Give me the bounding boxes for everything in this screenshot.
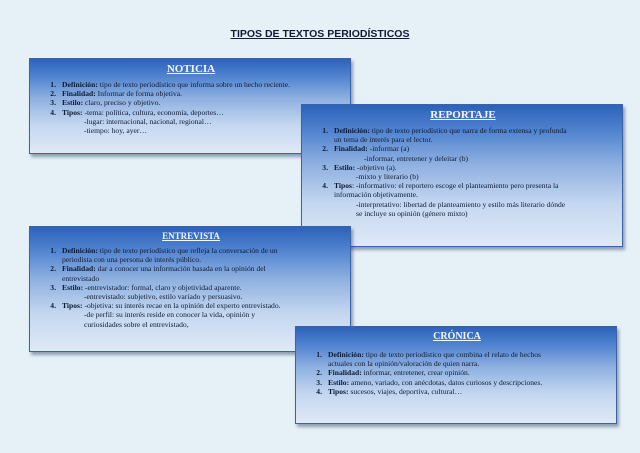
item-text: -objetivo (a). xyxy=(357,162,397,172)
item-label: Estilo: xyxy=(62,282,84,292)
item-label: Estilo: xyxy=(334,162,356,172)
item-text: -interpretativo: libertad de planteamiento y estilo más literario dónde xyxy=(356,199,566,209)
item-label: Finalidad: xyxy=(62,89,96,99)
item-text: periodista con una persona de interés público. xyxy=(62,255,201,265)
item-label: Definición: xyxy=(62,246,98,255)
item-text: -lugar: internacional, nacional, regional… xyxy=(84,116,212,126)
item-number: 1. xyxy=(50,80,56,89)
list-item xyxy=(40,108,342,136)
item-label: Finalidad: xyxy=(328,368,362,378)
item-text: -de perfil: su interés reside en conocer la vida, opinión y xyxy=(84,310,256,320)
card-title-entrevista: ENTREVISTA xyxy=(162,231,220,241)
item-label: Tipos: xyxy=(62,107,83,117)
item-text: : -informativo: el reportero escoge el planteamiento pero presenta la xyxy=(352,181,559,191)
item-number: 4. xyxy=(322,181,328,191)
item-number: 3. xyxy=(316,377,322,387)
item-number: 4. xyxy=(316,386,322,396)
item-text: informar, entretener, crear opinión. xyxy=(363,368,470,378)
list-item xyxy=(312,144,614,162)
item-text: -tema: política, cultura, economía, deportes… xyxy=(84,107,224,117)
item-number: 3. xyxy=(50,282,56,292)
item-text: Informar de forma objetiva. xyxy=(97,89,183,99)
item-text: ameno, variado, con anécdotas, datos curiosos y descripciones. xyxy=(351,377,543,387)
item-text: tipo de texto periodístico que informa sobre un hecho reciente. xyxy=(99,80,290,89)
item-number: 3. xyxy=(50,98,56,108)
list-item xyxy=(40,89,342,98)
item-text: información objetivamente. xyxy=(334,190,418,200)
item-label: Tipos: xyxy=(328,386,349,396)
item-text: -objetiva: su interés recae en la opinión del experto entrevistado. xyxy=(84,301,281,311)
item-text: dar a conocer una información basada en la opinión del xyxy=(97,264,266,274)
item-text: curiosidades sobre el entrevistado, xyxy=(84,319,189,329)
list-item xyxy=(306,387,608,396)
item-text: -entrevistado: subjetivo, estilo variado y persuasivo. xyxy=(84,292,243,302)
item-text: -mixto y literario (b) xyxy=(356,172,419,182)
item-number: 4. xyxy=(50,301,56,311)
list-item xyxy=(306,350,608,368)
item-label: Tipos xyxy=(334,181,353,191)
item-label: Definición: xyxy=(328,350,364,359)
list-item xyxy=(306,378,608,387)
item-number: 1. xyxy=(316,350,322,359)
list-item xyxy=(312,163,614,181)
item-text: un tema de interés para el lector. xyxy=(334,135,433,145)
list-item xyxy=(40,98,342,107)
item-text: actuales con la opinión/valoración de quien narra. xyxy=(328,359,480,369)
item-text: tipo de texto periodístico que refleja la conversación de un xyxy=(99,246,278,255)
card-cronica xyxy=(295,326,617,424)
item-number: 4. xyxy=(50,107,56,117)
item-text: sucesos, viajes, deportiva, cultural… xyxy=(350,386,463,396)
item-number: 2. xyxy=(322,144,328,154)
item-text: tipo de texto periodístico que narra de forma extensa y profunda xyxy=(371,126,567,135)
item-number: 1. xyxy=(50,246,56,255)
card-title-cronica: CRÓNICA xyxy=(433,331,481,342)
list-item xyxy=(40,264,342,282)
list-item xyxy=(306,368,608,377)
item-text: claro, preciso y objetivo. xyxy=(85,98,161,108)
item-label: Finalidad: xyxy=(62,264,96,274)
item-text: -informar, entretener y deleitar (b) xyxy=(364,153,469,163)
list-item xyxy=(312,126,614,144)
item-number: 2. xyxy=(50,89,56,99)
item-number: 2. xyxy=(316,368,322,378)
card-title-reportaje: REPORTAJE xyxy=(430,109,496,121)
list-item xyxy=(40,301,342,329)
item-text: -tiempo: hoy, ayer… xyxy=(84,126,147,136)
item-label: Estilo: xyxy=(62,98,84,108)
item-label: Definición: xyxy=(334,126,370,135)
page-title: TIPOS DE TEXTOS PERIODÍSTICOS xyxy=(230,28,410,40)
item-text: -informar (a) xyxy=(369,144,410,154)
item-label: Definición: xyxy=(62,80,98,89)
item-text: entrevistado xyxy=(62,273,100,283)
item-text: se incluye su opinión (género mixto) xyxy=(356,208,468,218)
list-item xyxy=(40,246,342,264)
item-label: Finalidad: xyxy=(334,144,368,154)
item-number: 3. xyxy=(322,162,328,172)
item-label: Tipos: xyxy=(62,301,83,311)
item-text: -entrevistador: formal, claro y objetividad aparente. xyxy=(85,282,242,292)
list-item xyxy=(40,80,342,89)
item-text: tipo de texto periodístico que combina el relato de hechos xyxy=(365,350,542,359)
card-title-noticia: NOTICIA xyxy=(166,63,216,75)
item-number: 2. xyxy=(50,264,56,274)
list-item xyxy=(40,283,342,301)
item-number: 1. xyxy=(322,126,328,135)
list-item xyxy=(312,181,614,218)
item-label: Estilo: xyxy=(328,377,350,387)
